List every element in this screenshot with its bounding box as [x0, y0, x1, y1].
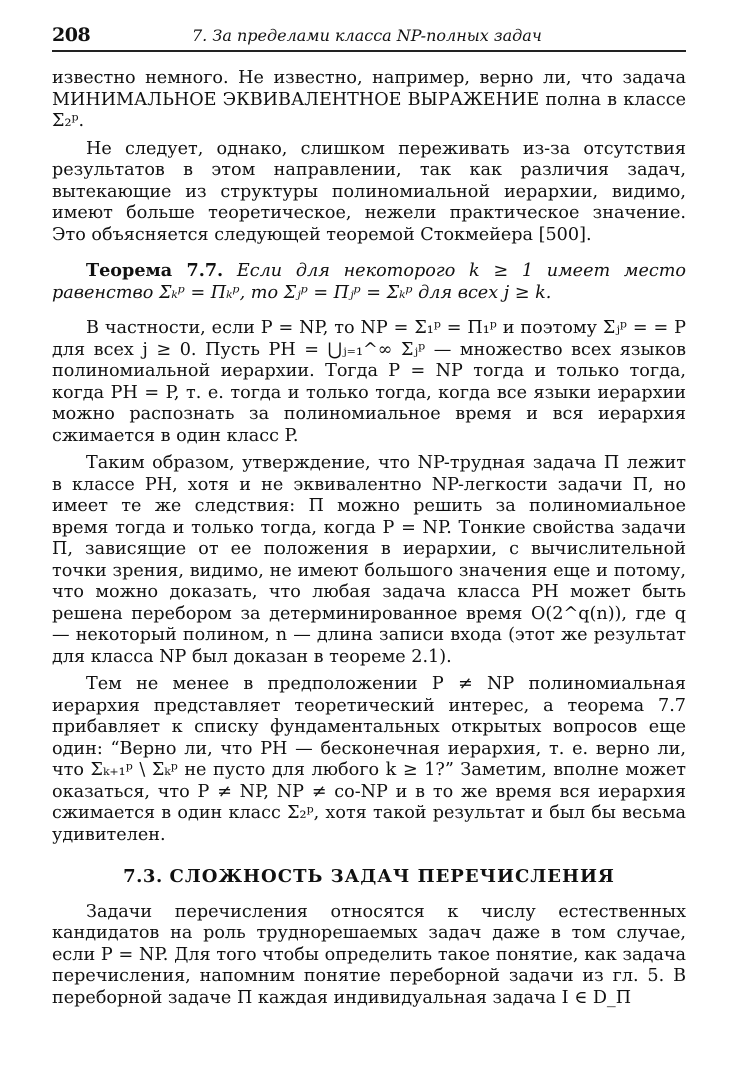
book-page — [52, 20, 686, 1009]
theorem — [52, 260, 686, 304]
paragraph: известно немного. Не известно, например, верно ли, что задача МИНИМАЛЬНОЕ ЭКВИВАЛЕНТНОЕ ВЫРАЖЕНИЕ полна в классе Σ₂ᵖ. — [52, 68, 686, 131]
page-header — [52, 20, 686, 52]
page-body — [52, 68, 686, 1009]
section-title: СЛОЖНОСТЬ ЗАДАЧ ПЕРЕЧИСЛЕНИЯ — [169, 866, 615, 887]
theorem-text: Если для некоторого k ≥ 1 имеет место равенство Σₖᵖ = Πₖᵖ, то Σⱼᵖ = Πⱼᵖ = Σₖᵖ для всех j ≥ k. — [52, 261, 686, 303]
page-number: 208 — [52, 24, 91, 46]
paragraph: Задачи перечисления относятся к числу естественных кандидатов на роль труднорешаемых задач даже в том случае, если P = NP. Для того чтобы определить такое понятие, как задача перечисления, напомним понятие переборной задачи из гл. 5. В переборной задаче Π каждая индивидуальная задача I ∈ D_Π — [52, 901, 686, 1008]
running-title: 7. За пределами класса NP-полных задач — [192, 26, 542, 45]
paragraph: В частности, если P = NP, то NP = Σ₁ᵖ = Π₁ᵖ и поэтому Σⱼᵖ = = P для всех j ≥ 0. Пусть PH = ⋃ⱼ₌₁^∞ Σⱼᵖ — множество всех языков полиномиальной иерархии. Тогда P = NP тогда и только тогда, когда PH = P, т. е. тогда и только тогда, когда все языки иерархии можно распознать за полиномиальное время и вся иерархия сжимается в один класс P. — [52, 318, 686, 446]
paragraph: Тем не менее в предположении P ≠ NP полиномиальная иерархия представляет теоретический интерес, а теорема 7.7 прибавляет к списку фундаментальных открытых вопросов еще один: “Верно ли, что PH — бесконечная иерархия, т. е. верно ли, что Σₖ₊₁ᵖ \ Σₖᵖ не пусто для любого k ≥ 1?” Заметим, вполне может оказаться, что P ≠ NP, NP ≠ co-NP и в то же время вся иерархия сжимается в один класс Σ₂ᵖ, хотя такой результат и был бы весьма удивителен. — [52, 674, 686, 845]
paragraph: Не следует, однако, слишком переживать из-за отсутствия результатов в этом направлении, так как различия задач, вытекающие из структуры полиномиальной иерархии, видимо, имеют больше теоретическое, нежели практическое значение. Это объясняется следующей теоремой Стокмейера [500]. — [52, 138, 686, 245]
section-heading — [52, 866, 686, 888]
section-number: 7.3. — [123, 866, 163, 887]
theorem-title: Теорема 7.7. — [86, 260, 224, 281]
paragraph: Таким образом, утверждение, что NP-трудная задача Π лежит в классе PH, хотя и не эквивалентно NP-легкости задачи Π, но имеет те же следствия: Π можно решить за полиномиальное время тогда и только тогда, когда P = NP. Тонкие свойства задачи Π, зависящие от ее положения в иерархии, с вычислительной точки зрения, видимо, не имеют большого значения еще и потому, что можно доказать, что любая задача класса PH может быть решена перебором за детерминированное время O(2^q(n)), где q — некоторый полином, n — длина записи входа (этот же результат для класса NP был доказан в теореме 2.1). — [52, 453, 686, 667]
